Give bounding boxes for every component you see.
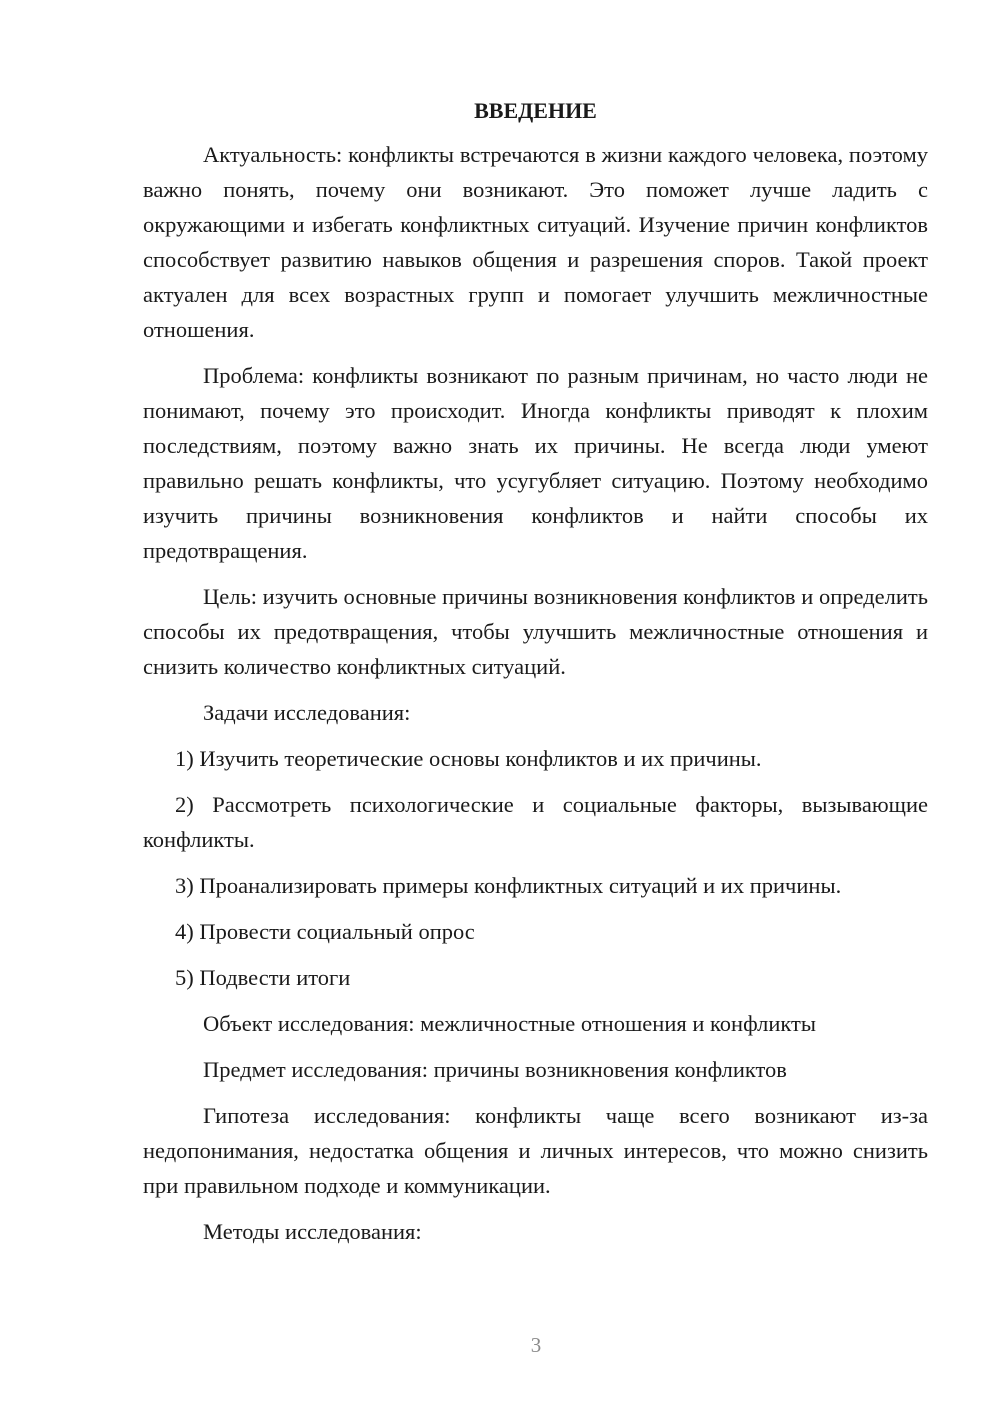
tasks-heading: Задачи исследования: [203,700,411,725]
page-content [143,95,928,1260]
paragraph-problem: Проблема: конфликты возникают по разным причинам, но часто люди не понимают, почему это происходит. Иногда конфликты приводят к плохим последствиям, поэтому важно знать их причины. Не всегда люди умеют правильно решать конфликты, что усугубляет ситуацию. Поэтому необходимо изучить причины возникновения конфликтов и найти способы их предотвращения. [143,363,928,563]
paragraph-goal: Цель: изучить основные причины возникновения конфликтов и определить способы их предотвращения, чтобы улучшить межличностные отношения и снизить количество конфликтных ситуаций. [143,584,928,679]
task-item-1: 1) Изучить теоретические основы конфликтов и их причины. [175,746,762,771]
task-item-3: 3) Проанализировать примеры конфликтных ситуаций и их причины. [175,873,842,898]
paragraph-subject: Предмет исследования: причины возникновения конфликтов [203,1057,787,1082]
section-heading: ВВЕДЕНИЕ [474,98,597,123]
paragraph-hypothesis: Гипотеза исследования: конфликты чаще всего возникают из-за недопонимания, недостатка общения и личных интересов, что можно снизить при правильном подходе и коммуникации. [143,1103,928,1198]
task-item-4: 4) Провести социальный опрос [175,919,475,944]
page-number: 3 [530,1333,542,1357]
task-item-5: 5) Подвести итоги [175,965,351,990]
task-item-2: 2) Рассмотреть психологические и социальные факторы, вызывающие конфликты. [143,792,928,852]
paragraph-relevance: Актуальность: конфликты встречаются в жизни каждого человека, поэтому важно понять, почему они возникают. Это поможет лучше ладить с окружающими и избегать конфликтных ситуаций. Изучение причин конфликтов способствует развитию навыков общения и разрешения споров. Такой проект актуален для всех возрастных групп и помогает улучшить межличностные отношения. [143,142,928,342]
paragraph-object: Объект исследования: межличностные отношения и конфликты [203,1011,816,1036]
methods-heading: Методы исследования: [203,1219,422,1244]
